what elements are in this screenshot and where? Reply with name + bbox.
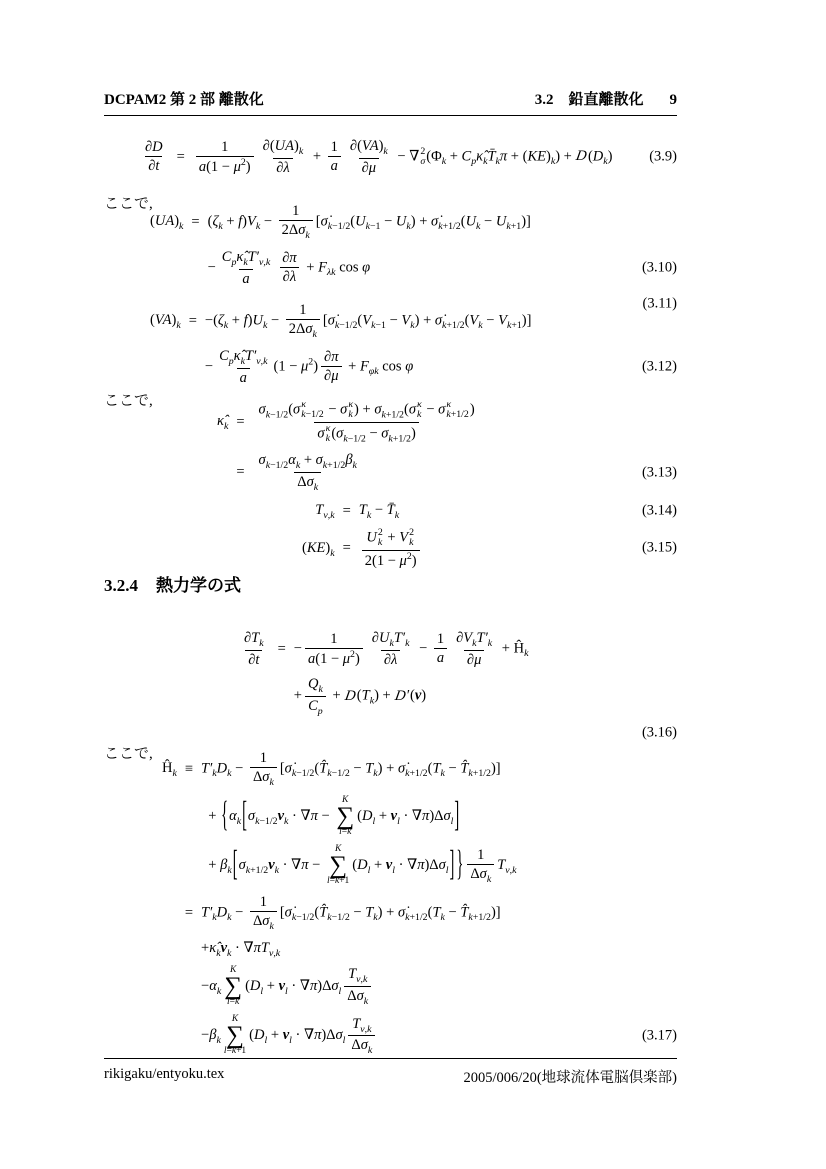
equation-lhs: $\frac{\partial D}{\partial t}$ xyxy=(145,139,163,175)
section-title: 熱力学の式 xyxy=(156,576,241,595)
equation-lhs: $(VA)_k$ xyxy=(150,312,181,331)
page-header xyxy=(104,88,677,116)
equation-relation xyxy=(181,344,205,390)
equation-number: (3.9) xyxy=(649,148,677,165)
equation-rhs: $-\beta_k$ K ∑ l=k+1 $(D_l + v_l \cdot \nabla\pi)\Delta\sigma_l$ $T_{v,k}$ $\Delta\sigma_k$ (3.17) xyxy=(201,1014,677,1057)
summation-symbol: K ∑ l=k xyxy=(224,965,243,1008)
equation-rhs: $\sigma_{k-1/2}\alpha_k + \sigma_{k+1/2}\beta_k$ $\Delta\sigma_k$ (3.13) xyxy=(258,452,677,494)
paragraph-kokode-3: ここで, xyxy=(104,746,153,762)
equation-rhs: + $\beta_k[\sigma_{k+1/2}v_k \cdot \nabla\pi$ − K ∑ l=k+1 $(D_l + v_l \cdot \nabla\pi)\Delta\sigma_l$] } 1 $\Delta\sigma_k$ $T_{v,k}$ xyxy=(201,844,517,887)
equation-number: (3.12) xyxy=(641,358,677,375)
equation-rhs: $T_k$ − $T̄_k$ (3.14) xyxy=(358,502,677,522)
summation-symbol: K ∑ l=k+1 xyxy=(223,1014,247,1057)
equation-rhs xyxy=(294,720,677,746)
equation-rhs: U 2 k + V 2 k $2(1 - \mu^2)$ (3.15) xyxy=(359,524,677,573)
equation-relation xyxy=(177,936,201,962)
equation-rhs: − $\frac{1}{a(1 - \mu^2)}$ $\partial U_kT'_k$ ∂λ − $\frac{1}{a}$ $\partial V_kT'_k$ ∂μ + $Ĥ_k$ xyxy=(293,630,529,668)
equation-lhs: $(KE)_k$ xyxy=(302,539,335,559)
equation-relation: = xyxy=(277,640,286,657)
equation-rhs: $-(\zeta_k + f)U_k$ − 1 $2\Delta\sigma_k$ [$\sigmȧ_{k-1/2}(V_{k-1} - V_k)$ + $\sigmȧ_{k+1/2}(V_k - V_{k+1})$] xyxy=(204,302,532,341)
equation-3-14-3-15 xyxy=(302,498,677,573)
equation-lhs: $\kappâ_k$ xyxy=(217,413,229,433)
summation-symbol: K ∑ l=k+1 xyxy=(326,844,350,887)
equation-relation: = xyxy=(342,502,351,519)
equation-relation: = xyxy=(191,213,200,230)
section-number: 3.2.4 xyxy=(104,576,138,595)
section-heading xyxy=(104,571,241,596)
equation-lhs xyxy=(217,448,228,497)
equation-rhs: − $C_p\kappâ_kT'_{v,k}$ a $\frac{\partial\pi}{\partial\lambda}$ + $F_{\lambda k}$ cos φ (3.10) xyxy=(207,248,677,287)
equation-relation xyxy=(270,672,294,721)
equation-number: (3.15) xyxy=(641,539,677,556)
equation-3-13 xyxy=(217,396,677,497)
equation-relation xyxy=(177,1011,201,1060)
equation-3-16 xyxy=(238,626,677,746)
equation-3-9 xyxy=(139,134,677,180)
equation-lhs xyxy=(162,936,177,962)
equation-3-17 xyxy=(162,746,677,1060)
equation-rhs: $T'_kD_k$ − 1 $\Delta\sigma_k$ [$\sigmȧ_{k-1/2}(T̂_{k-1/2} - T_k)$ + $\sigmȧ_{k+1/2}(T_k$ − $T̂_{k+1/2}$)] xyxy=(201,894,501,933)
equation-rhs: $\frac{1}{a(1 - \mu^2)}$ $\frac{\partial(UA)_k}{\partial\lambda}$ + $\frac{1}{a}$ $\frac{\partial(VA)_k}{\partial\mu}$ − ∇ 2 σ ($\Phi_k$ + $C_p\kappâ_kT̄_k\pi + (KE)_k) + D(D_k)$ (3.9) xyxy=(193,134,677,180)
summation-symbol: K ∑ l=k xyxy=(336,794,355,838)
equation-number: (3.11) xyxy=(642,295,677,312)
equation-lhs xyxy=(150,245,183,291)
equation-rhs: − $C_p\kappâ_kT'_{v,k}$ a $(1 - \mu^2)$ $\frac{\partial\pi}{\partial\mu}$ + $F_{\varphi k}$ cos φ (3.12) xyxy=(204,347,677,386)
equation-relation xyxy=(270,720,294,746)
equation-rhs: + {$\alpha_k[\sigma_{k-1/2}v_k \cdot \nabla\pi$ − K ∑ l=k $(D_l + v_l \cdot \nabla\pi)\Delta\sigma_l$] xyxy=(201,794,460,838)
equation-rhs: + $\frac{Q_k}{C_p}$ + $D(T_k) + D'(v)$ xyxy=(293,675,427,717)
header-title: DCPAM2 第 2 部 離散化 xyxy=(104,92,264,108)
equation-lhs xyxy=(162,1011,177,1060)
script-D-symbol: D xyxy=(343,687,358,704)
equation-rhs: $-\alpha_k$ K ∑ l=k $(D_l + v_l \cdot \nabla\pi)\Delta\sigma_l$ $T_{v,k}$ $\Delta\sigma_k$ xyxy=(201,962,677,1011)
header-right xyxy=(535,88,677,109)
equation-relation: = xyxy=(236,413,245,430)
equation-number: (3.17) xyxy=(641,1027,677,1044)
equation-lhs xyxy=(162,962,177,1011)
equation-lhs xyxy=(238,720,270,746)
equation-lhs: $(UA)_k$ xyxy=(150,213,184,232)
equation-relation: = xyxy=(184,904,194,921)
equation-number: (3.13) xyxy=(641,464,677,481)
equation-relation: = xyxy=(342,539,351,556)
script-D-symbol: D xyxy=(575,148,589,165)
equation-number: (3.14) xyxy=(641,502,677,519)
equation-rhs: $(\zeta_k + f)V_k$ − 1 $2\Delta\sigma_k$ [$\sigmȧ_{k-1/2}(U_{k-1} - U_k)$ + $\sigmȧ_{k+1/2}(U_k - U_{k+1})$] xyxy=(207,203,531,242)
paragraph-kokode-2: ここで, xyxy=(104,393,153,409)
equation-lhs: $T_{v,k}$ xyxy=(315,502,335,522)
equation-rhs: $T'_kD_k$ − 1 $\Delta\sigma_k$ [$\sigmȧ_{k-1/2}(T̂_{k-1/2} - T_k)$ + $\sigmȧ_{k+1/2}(T_k$ − $T̂_{k+1/2}$)] xyxy=(201,750,501,789)
equation-rhs: $+\kappâ_kv_k \cdot \nabla\pi T_{v,k}$ xyxy=(201,940,281,960)
equation-lhs xyxy=(162,841,177,890)
equation-number: (3.10) xyxy=(641,259,677,276)
page-footer xyxy=(104,1058,677,1087)
equation-lhs xyxy=(162,890,177,936)
equation-3-12 xyxy=(150,298,677,390)
equation-lhs xyxy=(150,344,181,390)
equation-relation xyxy=(177,841,201,890)
page-number: 9 xyxy=(669,92,677,108)
equation-lhs: $\frac{\partial T_k}{\partial t}$ xyxy=(244,630,264,668)
equation-relation: = xyxy=(236,464,245,481)
equation-lhs: $Ĥ_k$ xyxy=(162,760,177,779)
equation-relation xyxy=(177,792,201,841)
footer-date-club: 2005/006/20(地球流体電脳倶楽部) xyxy=(463,1070,677,1086)
script-D-symbol: D xyxy=(393,687,408,704)
header-section: 3.2 鉛直離散化 xyxy=(534,92,644,108)
equation-relation: = xyxy=(188,312,197,329)
equation-relation xyxy=(183,245,207,291)
footer-filename: rikigaku/entyoku.tex xyxy=(104,1066,225,1082)
equation-relation: = xyxy=(176,148,185,165)
equation-lhs xyxy=(162,792,177,841)
equation-relation: ≡ xyxy=(184,760,194,777)
equation-rhs: $\sigma_{k-1/2}(\sigma$ κ k−1/2 − σ κ k ) + $\sigma_{k+1/2}(\sigma$ κ k − σ κ k+1/2 ) σ κ k $(\sigma_{k-1/2} - \sigma_{k+1/2})$ xyxy=(258,399,475,445)
paragraph-kokode-1: ここで, xyxy=(104,196,153,212)
equation-number: (3.16) xyxy=(641,724,677,741)
equation-relation xyxy=(177,962,201,1011)
equation-lhs xyxy=(238,672,270,721)
